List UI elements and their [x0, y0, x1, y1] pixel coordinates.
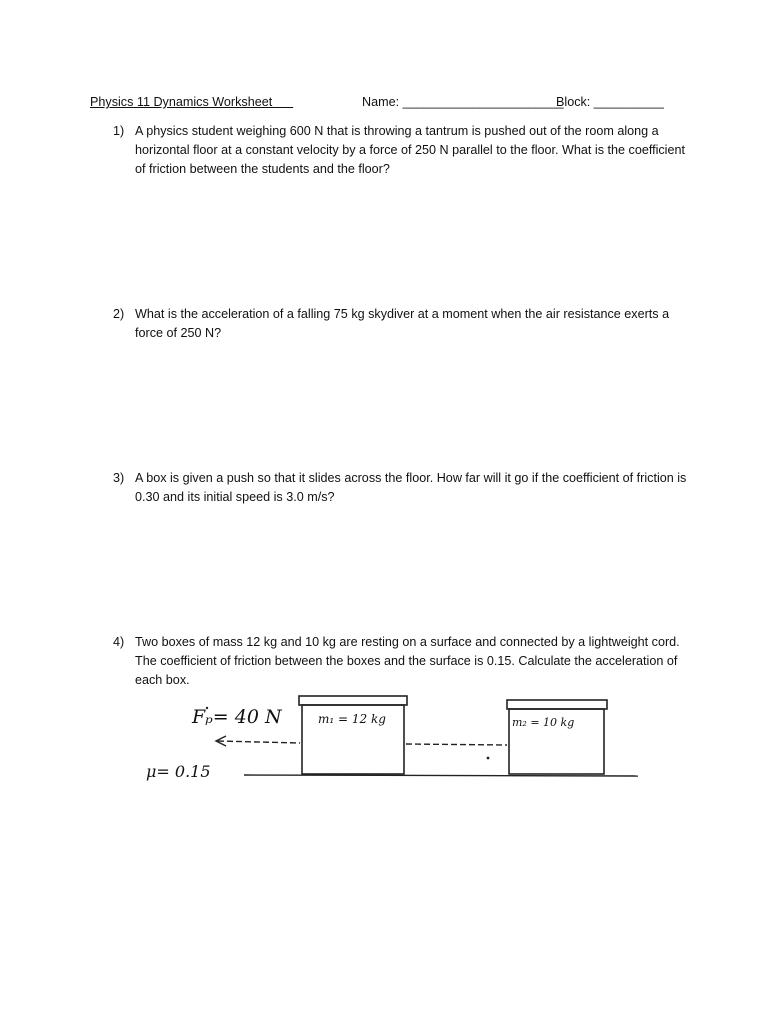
force-arrow-shaft	[218, 741, 300, 743]
question-number: 1)	[113, 124, 125, 138]
question-text: A physics student weighing 600 N that is throwing a tantrum is pushed out of the room along a horizontal floor at a constant velocity by a force of 250 N parallel to the floor. What is the coefficient of friction between the students and the floor?	[135, 124, 685, 176]
box-1-mass-label: m₁ = 12 kg	[318, 712, 386, 726]
block-field-label: Block: __________	[556, 95, 664, 109]
worksheet-title: Physics 11 Dynamics Worksheet	[90, 95, 294, 109]
connecting-cord	[406, 744, 507, 745]
worksheet-header	[90, 93, 690, 111]
stray-dot	[487, 757, 490, 760]
two-box-diagram	[140, 690, 650, 800]
name-field-label: Name: _______________________	[362, 95, 564, 109]
friction-coefficient-label: μ= 0.15	[146, 762, 211, 781]
box-2-lid	[507, 700, 607, 709]
question-text: What is the acceleration of a falling 75 kg skydiver at a moment when the air resistance exerts a force of 250 N?	[135, 307, 670, 340]
question-number: 3)	[113, 471, 125, 485]
box-2-mass-label: m₂ = 10 kg	[512, 716, 575, 729]
question-number: 4)	[113, 635, 125, 649]
question-text: Two boxes of mass 12 kg and 10 kg are resting on a surface and connected by a lightweight cord. The coefficient of friction between the boxes and the surface is 0.15. Calculate the acceleration of each box.	[135, 635, 680, 687]
question-number: 2)	[113, 307, 125, 321]
box-1-lid	[299, 696, 407, 705]
applied-force-label: Fₚ= 40 N	[192, 706, 282, 728]
question-text: A box is given a push so that it slides across the floor. How far will it go if the coefficient of friction is 0.30 and its initial speed is 3.0 m/s?	[135, 471, 687, 504]
ground-line	[244, 775, 638, 776]
